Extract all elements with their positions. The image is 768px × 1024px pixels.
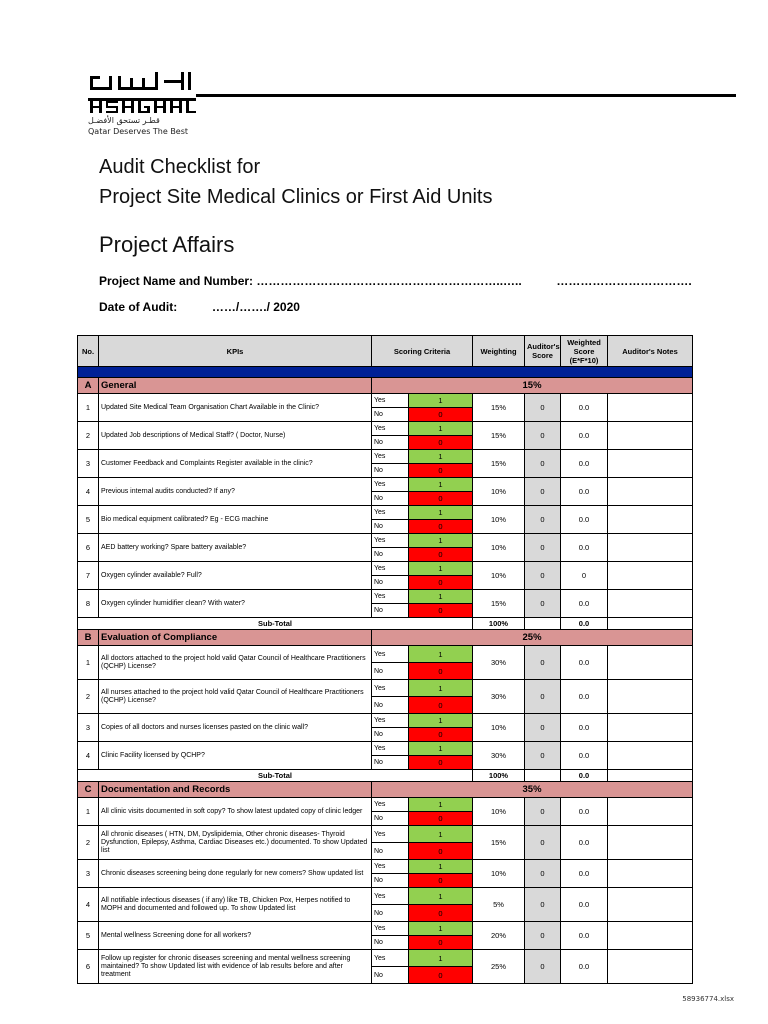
criteria-yes-value: 1 (409, 394, 473, 408)
table-row (78, 888, 693, 905)
criteria-yes-label: Yes (372, 798, 409, 812)
criteria-yes-value: 1 (409, 506, 473, 520)
section-header-row (78, 630, 693, 646)
subtotal-weight: 100% (473, 618, 525, 630)
date-value: ……/……./ 2020 (211, 300, 300, 314)
criteria-no-value: 0 (409, 812, 473, 826)
criteria-no-value: 0 (409, 436, 473, 450)
kpi-text: All clinic visits documented in soft copy? To show latest updated copy of clinic ledger (99, 798, 372, 826)
header-weighted-score: Weighted Score (E*F*10) (561, 336, 608, 367)
section-letter: B (78, 630, 99, 646)
criteria-yes-value: 1 (409, 590, 473, 604)
header-auditor-score: Auditor's Score (525, 336, 561, 367)
item-number: 2 (78, 826, 99, 860)
criteria-yes-value: 1 (409, 742, 473, 756)
criteria-yes-label: Yes (372, 922, 409, 936)
kpi-text: Updated Site Medical Team Organisation Chart Available in the Clinic? (99, 394, 372, 422)
criteria-yes-label: Yes (372, 394, 409, 408)
weighting-value: 15% (473, 826, 525, 860)
criteria-yes-label: Yes (372, 562, 409, 576)
item-number: 6 (78, 950, 99, 984)
ashghal-logo-icon (88, 70, 198, 116)
auditor-score-input[interactable]: 0 (525, 714, 561, 742)
section-letter: A (78, 378, 99, 394)
weighting-value: 10% (473, 714, 525, 742)
table-row (78, 478, 693, 492)
table-row (78, 714, 693, 728)
weighting-value: 15% (473, 450, 525, 478)
table-row (78, 590, 693, 604)
table-row (78, 922, 693, 936)
kpi-text: Oxygen cylinder humidifier clean? With water? (99, 590, 372, 618)
subtotal-auditor-score (525, 770, 561, 782)
kpi-text: Previous internal audits conducted? If any? (99, 478, 372, 506)
auditor-score-input[interactable]: 0 (525, 534, 561, 562)
auditor-notes-input[interactable] (608, 394, 693, 422)
weighting-value: 15% (473, 422, 525, 450)
auditor-score-input[interactable]: 0 (525, 888, 561, 922)
weighted-score-value: 0.0 (561, 646, 608, 680)
criteria-yes-label: Yes (372, 422, 409, 436)
criteria-yes-label: Yes (372, 506, 409, 520)
project-name-dots: ……………………………………………………..….. (256, 274, 522, 288)
weighting-value: 10% (473, 534, 525, 562)
project-name-label: Project Name and Number: (99, 274, 254, 288)
auditor-score-input[interactable]: 0 (525, 950, 561, 984)
criteria-no-value: 0 (409, 967, 473, 984)
auditor-notes-input[interactable] (608, 590, 693, 618)
table-row (78, 860, 693, 874)
criteria-no-label: No (372, 464, 409, 478)
criteria-no-value: 0 (409, 843, 473, 860)
criteria-no-value: 0 (409, 936, 473, 950)
weighted-score-value: 0.0 (561, 714, 608, 742)
auditor-notes-input[interactable] (608, 562, 693, 590)
criteria-yes-label: Yes (372, 590, 409, 604)
criteria-yes-value: 1 (409, 562, 473, 576)
weighting-value: 10% (473, 506, 525, 534)
kpi-text: Follow up register for chronic diseases screening and mental wellness screening maintained? To show Updated list with evidence of lab results before and after treatment (99, 950, 372, 984)
criteria-yes-value: 1 (409, 826, 473, 843)
criteria-no-label: No (372, 874, 409, 888)
auditor-score-input[interactable]: 0 (525, 826, 561, 860)
weighted-score-value: 0.0 (561, 798, 608, 826)
logo-rule (196, 94, 736, 97)
table-row (78, 680, 693, 697)
weighted-score-value: 0.0 (561, 422, 608, 450)
auditor-score-input[interactable]: 0 (525, 922, 561, 950)
weighting-value: 30% (473, 680, 525, 714)
weighting-value: 10% (473, 860, 525, 888)
table-header-row (78, 336, 693, 367)
weighting-value: 10% (473, 478, 525, 506)
criteria-yes-label: Yes (372, 826, 409, 843)
auditor-notes-input[interactable] (608, 422, 693, 450)
criteria-yes-label: Yes (372, 714, 409, 728)
criteria-no-label: No (372, 812, 409, 826)
criteria-yes-value: 1 (409, 922, 473, 936)
auditor-notes-input[interactable] (608, 888, 693, 922)
subtotal-weighted-score: 0.0 (561, 770, 608, 782)
weighted-score-value: 0.0 (561, 394, 608, 422)
subtotal-notes (608, 770, 693, 782)
table-row (78, 562, 693, 576)
auditor-score-input[interactable]: 0 (525, 860, 561, 888)
section-letter: C (78, 782, 99, 798)
kpi-text: Updated Job descriptions of Medical Staff? ( Doctor, Nurse) (99, 422, 372, 450)
item-number: 3 (78, 860, 99, 888)
subtotal-weight: 100% (473, 770, 525, 782)
weighted-score-value: 0.0 (561, 742, 608, 770)
criteria-no-value: 0 (409, 728, 473, 742)
weighting-value: 30% (473, 742, 525, 770)
auditor-score-input[interactable]: 0 (525, 478, 561, 506)
criteria-yes-value: 1 (409, 714, 473, 728)
criteria-no-label: No (372, 408, 409, 422)
weighted-score-value: 0.0 (561, 478, 608, 506)
criteria-yes-value: 1 (409, 798, 473, 812)
auditor-score-input[interactable]: 0 (525, 742, 561, 770)
item-number: 1 (78, 646, 99, 680)
item-number: 5 (78, 506, 99, 534)
criteria-yes-label: Yes (372, 680, 409, 697)
kpi-text: Oxygen cylinder available? Full? (99, 562, 372, 590)
header-weighting: Weighting (473, 336, 525, 367)
weighted-score-value: 0.0 (561, 860, 608, 888)
weighted-score-value: 0.0 (561, 450, 608, 478)
kpi-text: All doctors attached to the project hold valid Qatar Council of Healthcare Practitioners (QCHP) License? (99, 646, 372, 680)
auditor-notes-input[interactable] (608, 826, 693, 860)
criteria-no-value: 0 (409, 663, 473, 680)
weighted-score-value: 0.0 (561, 888, 608, 922)
auditor-score-input[interactable]: 0 (525, 590, 561, 618)
item-number: 4 (78, 742, 99, 770)
kpi-text: All notifiable infectious diseases ( if any) like TB, Chicken Pox, Herpes notified to MOPH and documented and followed up. To show Updated list (99, 888, 372, 922)
kpi-text: Clinic Facility licensed by QCHP? (99, 742, 372, 770)
auditor-notes-input[interactable] (608, 798, 693, 826)
auditor-notes-input[interactable] (608, 478, 693, 506)
subtotal-label: Sub-Total (78, 618, 473, 630)
criteria-no-label: No (372, 936, 409, 950)
criteria-yes-label: Yes (372, 860, 409, 874)
auditor-notes-input[interactable] (608, 646, 693, 680)
criteria-yes-value: 1 (409, 950, 473, 967)
weighting-value: 20% (473, 922, 525, 950)
table-row (78, 450, 693, 464)
criteria-no-value: 0 (409, 548, 473, 562)
auditor-score-input[interactable]: 0 (525, 506, 561, 534)
subtotal-label: Sub-Total (78, 770, 473, 782)
audit-checklist-table (77, 335, 693, 984)
section-weight: 15% (372, 378, 693, 394)
criteria-yes-label: Yes (372, 888, 409, 905)
kpi-text: Bio medical equipment calibrated? Eg - ECG machine (99, 506, 372, 534)
ashghal-logo (88, 70, 648, 140)
auditor-notes-input[interactable] (608, 860, 693, 888)
blue-separator (78, 367, 693, 378)
table-row (78, 798, 693, 812)
table-row (78, 826, 693, 843)
criteria-no-value: 0 (409, 576, 473, 590)
item-number: 3 (78, 714, 99, 742)
criteria-no-value: 0 (409, 492, 473, 506)
section-title: Project Affairs (99, 232, 235, 257)
auditor-notes-input[interactable] (608, 922, 693, 950)
project-number-dots: ……………………………. (556, 274, 692, 288)
item-number: 1 (78, 798, 99, 826)
item-number: 3 (78, 450, 99, 478)
weighted-score-value: 0.0 (561, 922, 608, 950)
kpi-text: All chronic diseases ( HTN, DM, Dyslipidemia, Other chronic diseases- Thyroid Dysfunction, Epilepsy, Asthma, Cardiac Diseases etc.) documented. To show Updated list (99, 826, 372, 860)
auditor-score-input[interactable]: 0 (525, 450, 561, 478)
section-weight: 25% (372, 630, 693, 646)
date-field (99, 300, 300, 314)
criteria-yes-label: Yes (372, 742, 409, 756)
criteria-no-value: 0 (409, 464, 473, 478)
criteria-no-label: No (372, 436, 409, 450)
weighting-value: 10% (473, 798, 525, 826)
item-number: 2 (78, 680, 99, 714)
criteria-no-label: No (372, 548, 409, 562)
table-row (78, 646, 693, 663)
auditor-score-input[interactable]: 0 (525, 680, 561, 714)
auditor-score-input[interactable]: 0 (525, 562, 561, 590)
criteria-yes-value: 1 (409, 646, 473, 663)
criteria-no-label: No (372, 728, 409, 742)
auditor-score-input[interactable]: 0 (525, 422, 561, 450)
date-label: Date of Audit: (99, 300, 178, 314)
criteria-yes-label: Yes (372, 646, 409, 663)
weighting-value: 15% (473, 590, 525, 618)
section-title: General (99, 378, 372, 394)
criteria-yes-value: 1 (409, 422, 473, 436)
table-row (78, 506, 693, 520)
weighted-score-value: 0.0 (561, 506, 608, 534)
auditor-notes-input[interactable] (608, 680, 693, 714)
criteria-no-label: No (372, 967, 409, 984)
criteria-no-label: No (372, 756, 409, 770)
auditor-score-input[interactable]: 0 (525, 646, 561, 680)
kpi-text: All nurses attached to the project hold valid Qatar Council of Healthcare Practitioners (QCHP) License? (99, 680, 372, 714)
criteria-no-label: No (372, 663, 409, 680)
table-row (78, 422, 693, 436)
criteria-no-value: 0 (409, 408, 473, 422)
kpi-text: Copies of all doctors and nurses licenses pasted on the clinic wall? (99, 714, 372, 742)
criteria-no-label: No (372, 843, 409, 860)
weighting-value: 30% (473, 646, 525, 680)
weighting-value: 10% (473, 562, 525, 590)
weighted-score-value: 0.0 (561, 590, 608, 618)
item-number: 8 (78, 590, 99, 618)
criteria-yes-value: 1 (409, 450, 473, 464)
weighted-score-value: 0.0 (561, 680, 608, 714)
auditor-score-input[interactable]: 0 (525, 798, 561, 826)
criteria-yes-value: 1 (409, 478, 473, 492)
criteria-no-label: No (372, 905, 409, 922)
subtotal-row (78, 770, 693, 782)
auditor-notes-input[interactable] (608, 714, 693, 742)
subtotal-notes (608, 618, 693, 630)
criteria-no-label: No (372, 697, 409, 714)
subtotal-row (78, 618, 693, 630)
section-title: Documentation and Records (99, 782, 372, 798)
table-row (78, 394, 693, 408)
weighted-score-value: 0.0 (561, 826, 608, 860)
weighting-value: 5% (473, 888, 525, 922)
criteria-yes-label: Yes (372, 450, 409, 464)
header-kpis: KPIs (99, 336, 372, 367)
weighted-score-value: 0 (561, 562, 608, 590)
table-row (78, 950, 693, 967)
item-number: 6 (78, 534, 99, 562)
criteria-no-value: 0 (409, 756, 473, 770)
criteria-yes-label: Yes (372, 478, 409, 492)
auditor-score-input[interactable]: 0 (525, 394, 561, 422)
auditor-notes-input[interactable] (608, 950, 693, 984)
auditor-notes-input[interactable] (608, 742, 693, 770)
criteria-no-value: 0 (409, 520, 473, 534)
criteria-yes-value: 1 (409, 680, 473, 697)
table-row (78, 534, 693, 548)
section-weight: 35% (372, 782, 693, 798)
weighted-score-value: 0.0 (561, 534, 608, 562)
header-criteria: Scoring Criteria (372, 336, 473, 367)
section-header-row (78, 378, 693, 394)
criteria-no-value: 0 (409, 604, 473, 618)
item-number: 1 (78, 394, 99, 422)
subtotal-auditor-score (525, 618, 561, 630)
project-name-field (99, 274, 692, 288)
item-number: 4 (78, 888, 99, 922)
criteria-no-label: No (372, 604, 409, 618)
criteria-yes-label: Yes (372, 950, 409, 967)
weighting-value: 15% (473, 394, 525, 422)
item-number: 2 (78, 422, 99, 450)
item-number: 4 (78, 478, 99, 506)
weighted-score-value: 0.0 (561, 950, 608, 984)
kpi-text: Customer Feedback and Complaints Register available in the clinic? (99, 450, 372, 478)
criteria-yes-label: Yes (372, 534, 409, 548)
auditor-notes-input[interactable] (608, 534, 693, 562)
section-header-row (78, 782, 693, 798)
auditor-notes-input[interactable] (608, 506, 693, 534)
header-notes: Auditor's Notes (608, 336, 693, 367)
weighting-value: 25% (473, 950, 525, 984)
criteria-yes-value: 1 (409, 888, 473, 905)
kpi-text: Mental wellness Screening done for all workers? (99, 922, 372, 950)
criteria-no-value: 0 (409, 697, 473, 714)
subtotal-weighted-score: 0.0 (561, 618, 608, 630)
table-row (78, 742, 693, 756)
logo-arabic-tagline: قطـر تستحق الأفضـل (88, 116, 160, 125)
criteria-no-value: 0 (409, 874, 473, 888)
auditor-notes-input[interactable] (608, 450, 693, 478)
section-title: Evaluation of Compliance (99, 630, 372, 646)
title-line-1: Audit Checklist for (99, 156, 261, 178)
item-number: 7 (78, 562, 99, 590)
title-line-2: Project Site Medical Clinics or First Aid Units (99, 186, 493, 208)
criteria-no-label: No (372, 492, 409, 506)
file-name-footer: 58936774.xlsx (682, 995, 734, 1003)
kpi-text: Chronic diseases screening being done regularly for new comers? Show updated list (99, 860, 372, 888)
criteria-yes-value: 1 (409, 534, 473, 548)
criteria-no-label: No (372, 520, 409, 534)
item-number: 5 (78, 922, 99, 950)
criteria-yes-value: 1 (409, 860, 473, 874)
header-no: No. (78, 336, 99, 367)
kpi-text: AED battery working? Spare battery available? (99, 534, 372, 562)
criteria-no-value: 0 (409, 905, 473, 922)
criteria-no-label: No (372, 576, 409, 590)
logo-tagline: Qatar Deserves The Best (88, 127, 189, 136)
